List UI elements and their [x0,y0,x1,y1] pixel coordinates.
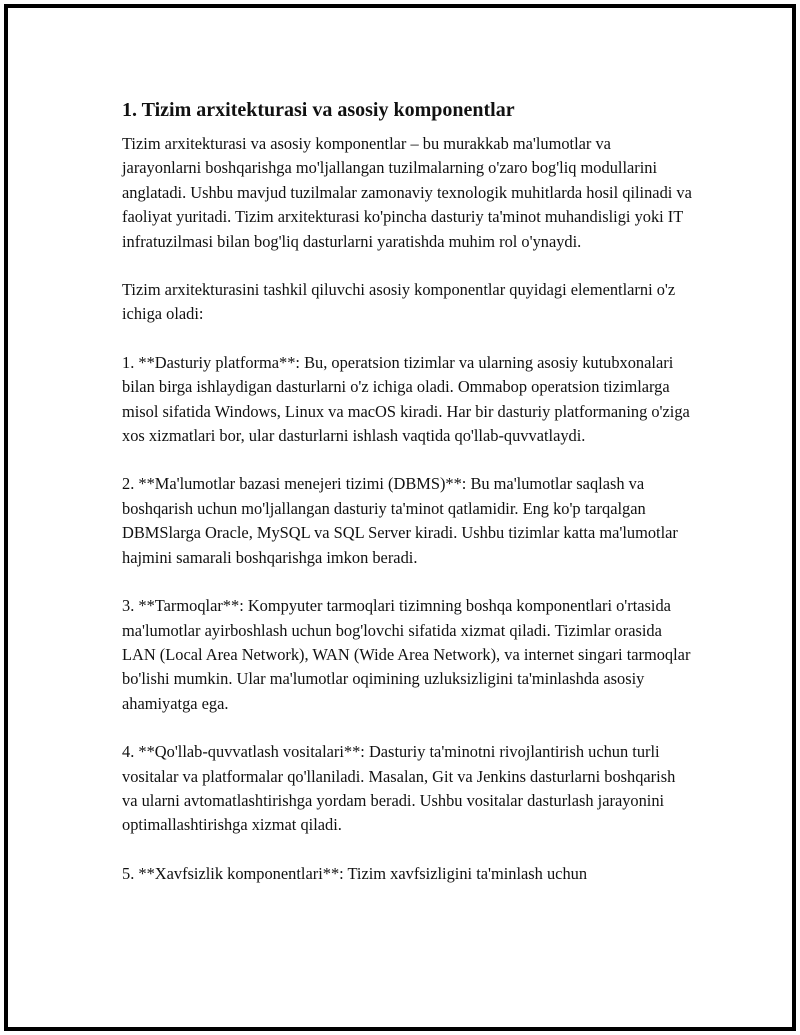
section-heading: 1. Tizim arxitekturasi va asosiy komponentlar [122,99,515,121]
list-item-networks: 3. **Tarmoqlar**: Kompyuter tarmoqlari tizimning boshqa komponentlari o'rtasida ma'lumotlar ayirboshlash uchun bog'lovchi sifatida xizmat qiladi. Tizimlar orasida LAN (Local Area Network), WAN (Wide Area Network), va internet singari tarmoqlar bo'lishi mumkin. Ular ma'lumotlar oqimining uzluksizligini ta'minlashda asosiy ahamiyatga ega. [122,596,691,713]
page-border [4,4,796,1031]
list-item-support-tools: 4. **Qo'llab-quvvatlash vositalari**: Dasturiy ta'minotni rivojlantirish uchun turli vositalar va platformalar qo'llaniladi. Masalan, Git va Jenkins dasturlarni boshqarish va ularni avtomatlashtirishga yordam beradi. Ushbu vositalar dasturlash jarayonini optimallashtirishga xizmat qiladi. [122,742,676,835]
list-item-software-platform: 1. **Dasturiy platforma**: Bu, operatsion tizimlar va ularning asosiy kutubxonalari bilan birga ishlaydigan dasturlarni o'z ichiga oladi. Ommabop operatsion tizimlarga misol sifatida Windows, Linux va macOS kiradi. Har bir dasturiy platformaning o'ziga xos xizmatlari bor, ular dasturlarni ishlash vaqtida qo'llab-quvvatlaydi. [122,352,690,446]
intro-paragraph: Tizim arxitekturasi va asosiy komponentlar – bu murakkab ma'lumotlar va jarayonlarni boshqarishga mo'ljallangan tuzilmalarning o'zaro bog'liq modullarini anglatadi. Ushbu mavjud tuzilmalar zamonaviy texnologik muhitlarda hosil qilinadi va faoliyat yuritadi. Tizim arxitekturasi ko'pincha dasturiy ta'minot muhandisligi yoki IT infratuzilmasi bilan bog'liq dasturlarni yaratishda muhim rol o'ynaydi. [122,134,692,251]
components-intro-paragraph: Tizim arxitekturasini tashkil qiluvchi asosiy komponentlar quyidagi elementlarni o'z ichiga oladi: [122,280,676,324]
list-item-dbms: 2. **Ma'lumotlar bazasi menejeri tizimi (DBMS)**: Bu ma'lumotlar saqlash va boshqarish uchun mo'ljallangan dasturiy ta'minot qatlamidir. Eng ko'p tarqalgan DBMSlarga Oracle, MySQL va SQL Server kiradi. Ushbu tizimlar katta ma'lumotlar hajmini samarali boshqarishga imkon beradi. [122,474,678,567]
list-item-security: 5. **Xavfsizlik komponentlari**: Tizim xavfsizligini ta'minlash uchun [122,863,588,883]
document-body [122,98,694,910]
